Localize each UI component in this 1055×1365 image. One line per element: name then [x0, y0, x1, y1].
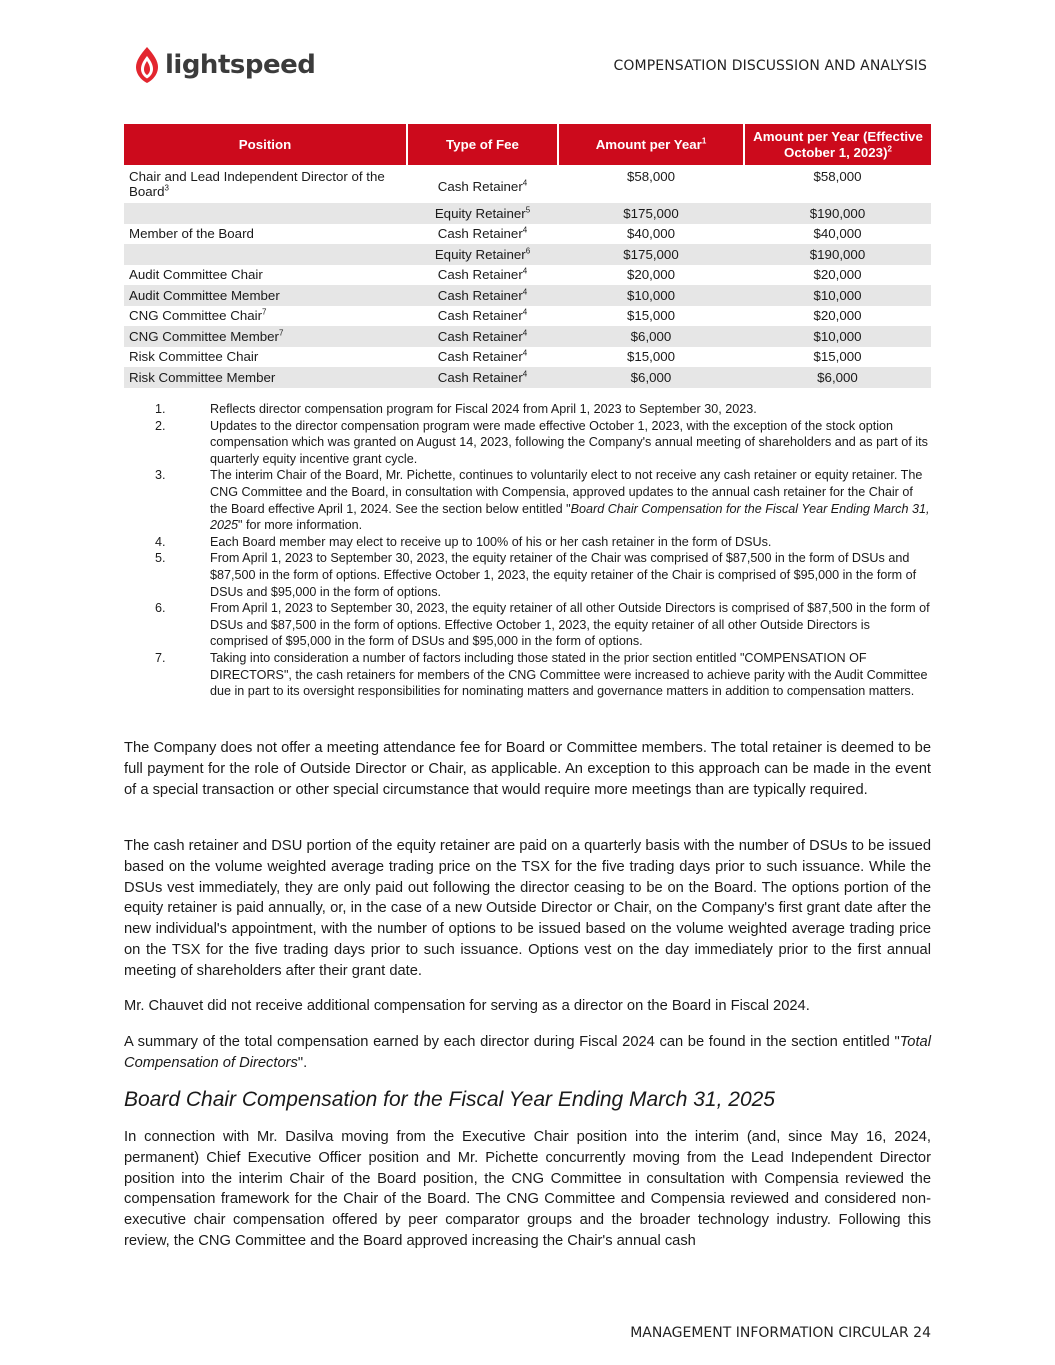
cell-amount-effective: $20,000 — [813, 308, 862, 324]
table-row — [124, 367, 931, 388]
table-row — [124, 285, 931, 306]
cell-position: Member of the Board — [129, 226, 254, 242]
cell-amount: $6,000 — [558, 367, 744, 388]
footnote-item: 1. Reflects director compensation program for Fiscal 2024 from April 1, 2023 to September 30, 2023. — [155, 402, 757, 416]
footnote-item: 2. Updates to the director compensation program were made effective October 1, 2023, with the exception of the stock option compensation which was granted on August 14, 2023, following the Company's annual meeting of shareholders and as part of its quarterly equity incentive grant cycle. — [155, 418, 928, 466]
header-position: Position — [124, 124, 407, 165]
cell-amount: $20,000 — [626, 267, 676, 283]
cell-fee-type: Cash Retainer$^4$ — [437, 225, 528, 242]
table-row — [124, 265, 931, 286]
cell-position: CNG Committee Chair$^7$ — [129, 307, 267, 324]
director-compensation-table — [124, 124, 931, 388]
header-type-of-fee: Type of Fee — [407, 124, 558, 165]
table-row — [124, 165, 931, 203]
cell-position: Risk Committee Member — [124, 367, 407, 388]
cell-fee-type: Cash Retainer$^4$ — [437, 307, 528, 324]
cell-amount-effective: $190,000 — [744, 244, 931, 265]
cell-fee-type: Equity Retainer$^5$ — [407, 203, 558, 224]
cell-amount: $15,000 — [626, 349, 676, 365]
cell-position — [124, 244, 407, 265]
cell-amount: $10,000 — [558, 285, 744, 306]
cell-amount-effective: $58,000 — [813, 169, 862, 184]
section-title: COMPENSATION DISCUSSION AND ANALYSIS — [613, 58, 927, 74]
table-header-row — [124, 124, 931, 165]
cell-amount-effective: $190,000 — [744, 203, 931, 224]
section-heading: Board Chair Compensation for the Fiscal Year Ending March 31, 2025 — [124, 1088, 775, 1111]
flame-logo-icon — [134, 46, 160, 84]
table-row — [124, 203, 931, 224]
table-row — [124, 306, 931, 327]
cell-amount: $58,000 — [626, 169, 676, 184]
footnote-item: 4. Each Board member may elect to receive up to 100% of his or her cash retainer in the form of DSUs. — [155, 534, 772, 549]
table-row — [124, 347, 931, 368]
cell-amount-effective: $40,000 — [813, 226, 862, 242]
footnote-item: 3. The interim Chair of the Board, Mr. Pichette, continues to voluntarily elect to not receive any cash retainer or equity retainer. The CNG Committee and the Board, in consultation with Compensia, approved updates to the annual cash retainer for the Chair of the Board effective April 1, 2024. See the section below entitled "Board Chair Compensation for the Fiscal Year Ending March 31, 2025" for more information. — [155, 468, 930, 533]
cell-fee-type: Cash Retainer$^4$ — [407, 285, 558, 306]
table-row — [124, 224, 931, 245]
table-row — [124, 326, 931, 347]
cell-amount: $40,000 — [626, 226, 676, 242]
cell-amount-effective: $6,000 — [744, 367, 931, 388]
footnote-item: 7. Taking into consideration a number of factors including those stated in the prior section entitled "COMPENSATION OF DIRECTORS", the cash retainers for members of the CNG Committee were increased to achieve parity with the Audit Committee due in part to its oversight responsibilities for nominating matters and governance matters in addition to compensation matters. — [155, 650, 928, 699]
paragraph-chauvet: Mr. Chauvet did not receive additional compensation for serving as a director on the Board in Fiscal 2024. — [124, 998, 810, 1014]
cell-position: Audit Committee Chair — [129, 267, 263, 283]
footnotes-list — [124, 401, 930, 700]
cell-fee-type: Equity Retainer$^6$ — [407, 244, 558, 265]
paragraph-retainer-payment: The cash retainer and DSU portion of the equity retainer are paid on a quarterly basis with the number of DSUs to be issued based on the volume weighted average trading price on the TSX for the five trading days prior to such issuance. While the DSUs vest immediately, they are only paid out following the director ceasing to be on the Board. The options portion of the equity retainer is paid annually, or, in the case of a new Outside Director or Chair, on the Company's first grant date after the new individual's appointment, with the number of options to be issued based on the volume weighted average trading price on the TSX for the five trading days prior to such issuance. Options vest on the day immediately prior to the first annual meeting of shareholders after their grant date. — [124, 838, 931, 979]
header-amount-per-year: Amount per Year$^1$ — [558, 124, 744, 165]
cell-amount: $175,000 — [558, 244, 744, 265]
paragraph-board-chair: In connection with Mr. Dasilva moving from the Executive Chair position into the interim (and, since May 16, 2024, permanent) Chief Executive Officer position and Mr. Pichette concurrently moving from the Lead Independent Director position into the interim Chair of the Board position, the CNG Committee in consultation with Compensia reviewed the compensation framework for the Chair of the Board. The CNG Committee and Compensia reviewed and considered non-executive chair compensation offered by peer comparator groups and the broader technology industry. Following this review, the CNG Committee and the Board approved increasing the Chair's annual cash — [124, 1129, 931, 1249]
header-amount-effective: Amount per Year (Effective October 1, 2023)$^2$ — [744, 124, 931, 165]
footnote-item: 5. From April 1, 2023 to September 30, 2023, the equity retainer of the Chair was comprised of $87,500 in the form of DSUs and $87,500 in the form of options. Effective October 1, 2023, the equity retainer of the Chair is comprised of $95,000 in the form of DSUs and $95,000 in the form of options. — [155, 551, 917, 599]
cell-fee-type: Cash Retainer$^4$ — [437, 348, 528, 365]
cell-position: Risk Committee Chair — [129, 349, 259, 365]
cell-amount-effective: $10,000 — [744, 326, 931, 347]
cell-amount: $15,000 — [626, 308, 676, 324]
paragraph-attendance-fee: The Company does not offer a meeting attendance fee for Board or Committee members. The total retainer is deemed to be full payment for the role of Outside Director or Chair, as applicable. An exception to this approach can be made in the event of a special transaction or other special circumstance that would require more meetings than are typically required. — [124, 740, 931, 798]
cell-position: CNG Committee Member$^7$ — [124, 326, 407, 347]
cell-fee-type: Cash Retainer$^4$ — [437, 266, 528, 283]
cell-position — [124, 203, 407, 224]
lightspeed-logo — [134, 46, 315, 84]
cell-amount-effective: $10,000 — [744, 285, 931, 306]
cell-amount: $6,000 — [558, 326, 744, 347]
table-row — [124, 244, 931, 265]
logo-wordmark: lightspeed — [165, 50, 316, 80]
paragraph-summary: A summary of the total compensation earned by each director during Fiscal 2024 can be found in the section entitled "Total Compensation of Directors". — [124, 1034, 931, 1071]
cell-fee-type: Cash Retainer$^4$ — [407, 367, 558, 388]
cell-amount-effective: $15,000 — [813, 349, 862, 365]
cell-amount: $175,000 — [558, 203, 744, 224]
cell-amount-effective: $20,000 — [813, 267, 862, 283]
page-footer: MANAGEMENT INFORMATION CIRCULAR 24 — [630, 1325, 931, 1341]
cell-fee-type: Cash Retainer$^4$ — [437, 178, 528, 194]
footnote-item: 6. From April 1, 2023 to September 30, 2023, the equity retainer of all other Outside Directors is comprised of $87,500 in the form of DSUs and $87,500 in the form of options. Effective October 1, 2023, the equity retainer of all other Outside Directors is comprised of $95,000 in the form of DSUs and $95,000 in the form of options. — [155, 601, 930, 649]
cell-fee-type: Cash Retainer$^4$ — [407, 326, 558, 347]
cell-position: Audit Committee Member — [124, 285, 407, 306]
cell-position: Chair and Lead Independent Director of the Board$^3$ — [129, 169, 385, 199]
